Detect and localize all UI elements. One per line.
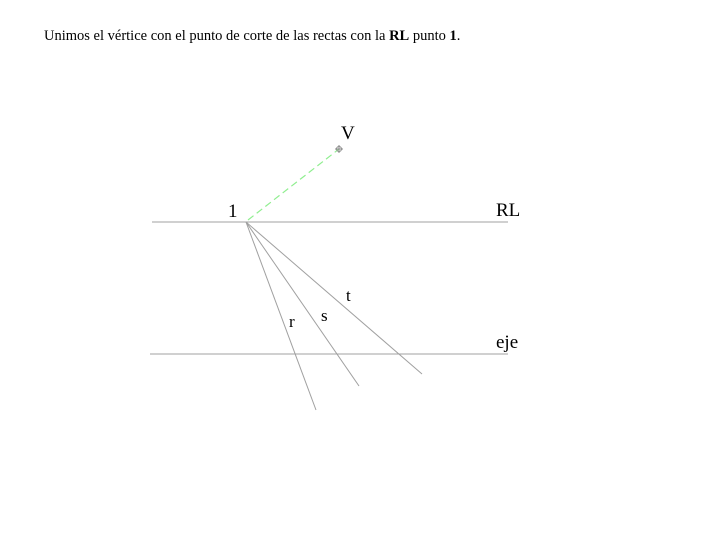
line-t: [246, 222, 422, 374]
label-rl: RL: [496, 200, 521, 221]
caption-bold-rl: RL: [389, 28, 410, 44]
caption-text-end: .: [456, 28, 461, 44]
line-s: [246, 222, 359, 386]
label-eje: eje: [496, 332, 519, 353]
caption-bold-point: 1: [449, 28, 457, 44]
caption-text-middle: punto: [409, 28, 450, 44]
label-line-r: r: [289, 312, 295, 331]
vertex-link-dashed: [248, 149, 339, 220]
line-r: [246, 222, 316, 410]
caption-text-start: Unimos el vértice con el punto de corte de las rectas con la: [44, 28, 390, 44]
label-line-s: s: [321, 306, 328, 325]
label-vertex-v: V: [341, 123, 355, 144]
label-line-t: t: [346, 286, 351, 305]
label-point-1: 1: [228, 201, 238, 222]
